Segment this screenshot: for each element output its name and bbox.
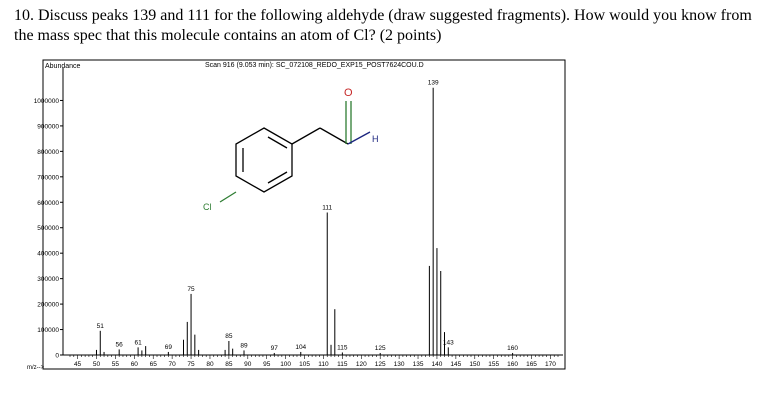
y-tick-label: 100000: [37, 327, 59, 335]
chart-title: Scan 916 (9.053 min): SC_072108_REDO_EXP15_POST7624COU.D: [205, 62, 424, 69]
x-tick-label: 70: [168, 361, 176, 368]
y-tick-label: 700000: [37, 174, 59, 182]
y-axis-label: Abundance: [45, 63, 81, 70]
ring-to-carbonyl-bond: [292, 128, 320, 144]
x-tick-label: 125: [374, 361, 386, 368]
peak-label: 61: [134, 339, 142, 347]
aldehyde-oxygen-label: O: [344, 87, 353, 99]
x-tick-label: 160: [507, 361, 519, 368]
y-tick-label: 900000: [37, 123, 59, 131]
y-axis: [34, 98, 63, 360]
x-tick-label: 80: [206, 361, 214, 368]
spectrum-peaks: [96, 88, 512, 355]
x-tick-label: 155: [488, 361, 500, 368]
x-tick-label: 110: [318, 361, 329, 368]
x-tick-label: 140: [431, 361, 443, 368]
question-text: 10. Discuss peaks 139 and 111 for the following aldehyde (draw suggested fragments). How would you know from the mass spec that this molecule contains an atom of Cl? (2 points): [14, 7, 752, 44]
x-tick-label: 45: [73, 361, 82, 368]
peak-label: 97: [270, 344, 278, 352]
x-tick-label: 95: [263, 361, 271, 368]
x-tick-label: 100: [280, 361, 292, 368]
carbonyl-to-ch2-bond: [320, 128, 348, 144]
x-axis-label: m/z-->: [27, 365, 45, 371]
chlorine-label: Cl: [203, 202, 212, 212]
x-axis: [70, 355, 558, 368]
x-tick-label: 165: [526, 361, 537, 368]
peak-label: 143: [442, 339, 454, 347]
peak-label: 139: [427, 79, 439, 87]
ring-double-bond: [268, 172, 287, 183]
y-tick-label: 800000: [37, 148, 59, 156]
peak-label: 69: [164, 343, 172, 351]
y-tick-label: 400000: [37, 250, 59, 258]
molecule-structure: [220, 101, 370, 202]
x-tick-label: 75: [187, 361, 195, 368]
x-tick-label: 145: [450, 361, 462, 368]
x-tick-label: 130: [393, 361, 405, 368]
peak-label: 56: [115, 341, 123, 349]
peak-label: 111: [322, 204, 333, 212]
grid: [63, 68, 563, 355]
x-tick-label: 90: [244, 361, 252, 368]
ring-double-bond: [268, 137, 287, 148]
x-tick-label: 120: [355, 361, 367, 368]
x-tick-label: 65: [149, 361, 157, 368]
peak-label: 104: [295, 343, 307, 351]
y-tick-label: 300000: [37, 276, 59, 284]
chlorine-bond: [220, 192, 236, 202]
aldehyde-hydrogen-label: H: [372, 134, 379, 144]
x-tick-label: 135: [412, 361, 424, 368]
y-tick-label: 0: [55, 352, 59, 360]
peak-label: 115: [337, 344, 348, 352]
x-tick-label: 60: [130, 361, 138, 368]
peak-label: 160: [507, 344, 519, 352]
x-tick-label: 170: [545, 361, 556, 368]
y-tick-label: 1000000: [33, 97, 59, 105]
x-tick-label: 150: [469, 361, 481, 368]
benzene-ring: [236, 128, 292, 192]
y-tick-label: 600000: [37, 199, 59, 207]
x-tick-label: 55: [111, 361, 120, 368]
y-tick-label: 200000: [37, 301, 59, 309]
peak-label: 125: [374, 344, 386, 352]
peak-label: 85: [225, 333, 233, 340]
x-tick-label: 105: [299, 361, 310, 368]
x-tick-label: 115: [337, 361, 348, 368]
peak-label: 75: [187, 285, 195, 293]
y-tick-label: 500000: [37, 225, 59, 233]
peak-labels: [97, 80, 519, 352]
plot-frame: [43, 60, 565, 369]
peak-label: 51: [96, 322, 104, 330]
x-tick-label: 50: [92, 361, 101, 368]
peak-label: 89: [240, 342, 248, 350]
x-tick-label: 85: [225, 361, 233, 368]
